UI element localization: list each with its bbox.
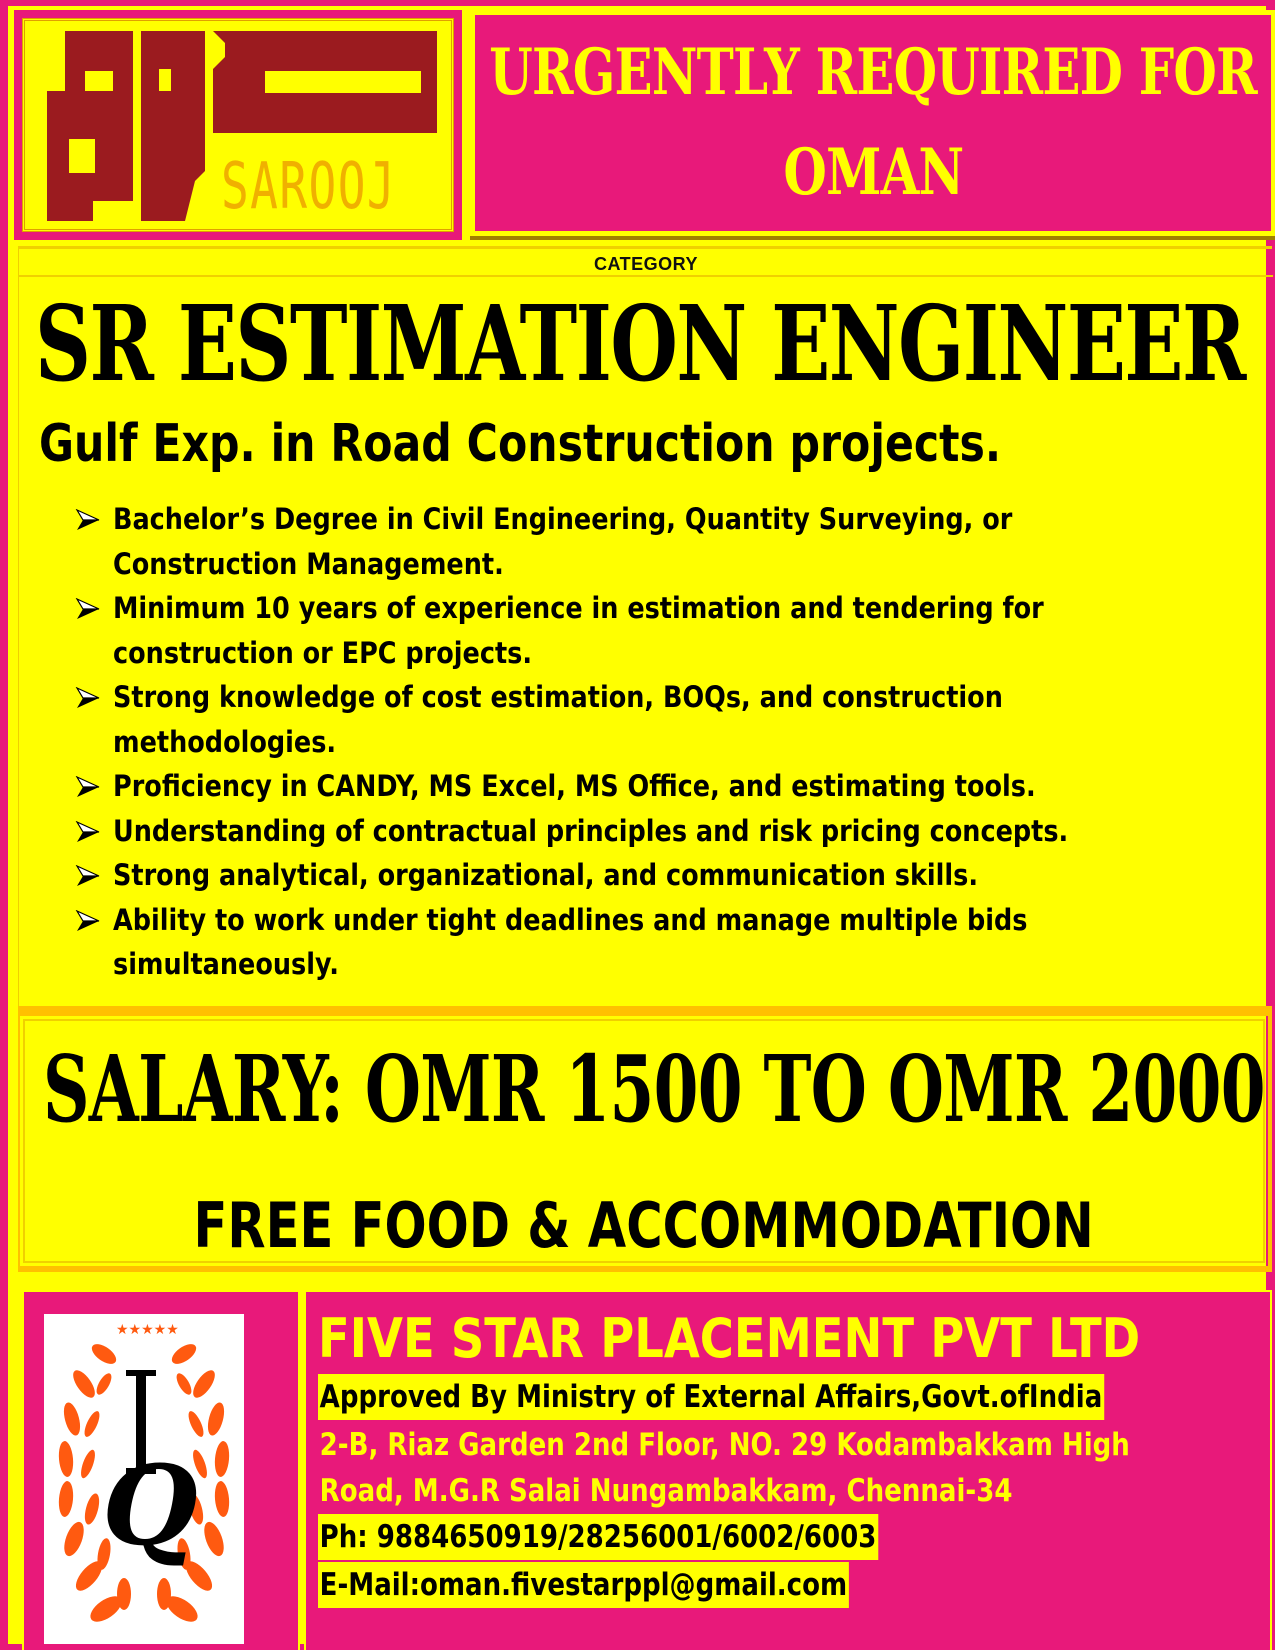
agency-contact-panel	[304, 1290, 1272, 1650]
arrowhead-bullet-icon	[75, 865, 101, 887]
requirement-item	[75, 586, 1225, 675]
requirement-item	[75, 764, 1225, 809]
requirement-item	[75, 675, 1225, 764]
requirements-list	[75, 497, 1225, 987]
job-advertisement-poster	[6, 4, 1268, 1646]
sarooj-logo	[22, 18, 454, 232]
arrowhead-bullet-icon	[75, 509, 101, 531]
requirement-text: Strong knowledge of cost estimation, BOQs, and construction methodologies.	[113, 680, 1003, 759]
agency-logo	[44, 1314, 244, 1644]
job-subtitle: Gulf Exp. in Road Construction projects.	[39, 414, 1002, 474]
arrowhead-bullet-icon	[75, 776, 101, 798]
urgent-banner	[470, 10, 1275, 236]
requirement-text: Proficiency in CANDY, MS Excel, MS Office, and estimating tools.	[113, 769, 1036, 803]
phone-numbers: Ph: 9884650919/28256001/6002/6003	[318, 1514, 878, 1560]
urgent-heading-line1: URGENTLY REQUIRED FOR	[489, 35, 1257, 110]
requirement-item	[75, 853, 1225, 898]
arrowhead-bullet-icon	[75, 598, 101, 620]
arrowhead-bullet-icon	[75, 821, 101, 843]
benefits-label: FREE FOOD & ACCOMMODATION	[193, 1189, 1095, 1262]
benefits-text	[25, 1191, 1263, 1261]
requirement-text: Bachelor’s Degree in Civil Engineering, Quantity Surveying, or Construction Management.	[113, 502, 1013, 581]
sarooj-wordmark: SAROOJ	[221, 150, 397, 224]
requirement-item	[75, 497, 1225, 586]
svg-text:Q: Q	[102, 1441, 198, 1570]
address-line-1: 2-B, Riaz Garden 2nd Floor, NO. 29 Kodambakkam High	[319, 1427, 1130, 1463]
requirement-text: Minimum 10 years of experience in estimation and tendering for construction or EPC projects.	[113, 591, 1044, 670]
arrowhead-bullet-icon	[75, 687, 101, 709]
category-label: CATEGORY	[19, 251, 1273, 277]
five-star-iq-laurel-logo-icon	[44, 1314, 244, 1644]
job-details-section	[18, 246, 1272, 1006]
email-address: E-Mail:oman.fivestarppl@gmail.com	[318, 1562, 849, 1608]
address-line-2: Road, M.G.R Salai Nungambakkam, Chennai-34	[319, 1473, 1013, 1509]
arrowhead-bullet-icon	[75, 910, 101, 932]
job-title: SR ESTIMATION ENGINEER	[35, 282, 1245, 405]
sarooj-logo-panel	[14, 10, 462, 240]
requirement-text: Ability to work under tight deadlines and manage multiple bids simultaneously.	[113, 902, 1028, 981]
requirement-text: Understanding of contractual principles and risk pricing concepts.	[113, 813, 1069, 848]
salary-section	[18, 1006, 1272, 1272]
agency-logo-panel	[22, 1290, 300, 1650]
requirement-item	[75, 809, 1225, 854]
svg-text:★★★★★: ★★★★★	[116, 1322, 179, 1338]
requirement-text: Strong analytical, organizational, and communication skills.	[113, 858, 979, 892]
requirement-item	[75, 898, 1225, 987]
agency-name: FIVE STAR PLACEMENT PVT LTD	[318, 1307, 1141, 1370]
salary-range: SALARY: OMR 1500 TO OMR 2000	[43, 1035, 1265, 1143]
approval-text: Approved By Ministry of External Affairs,Govt.ofIndia	[318, 1374, 1104, 1420]
urgent-heading-line2: OMAN	[783, 135, 963, 210]
